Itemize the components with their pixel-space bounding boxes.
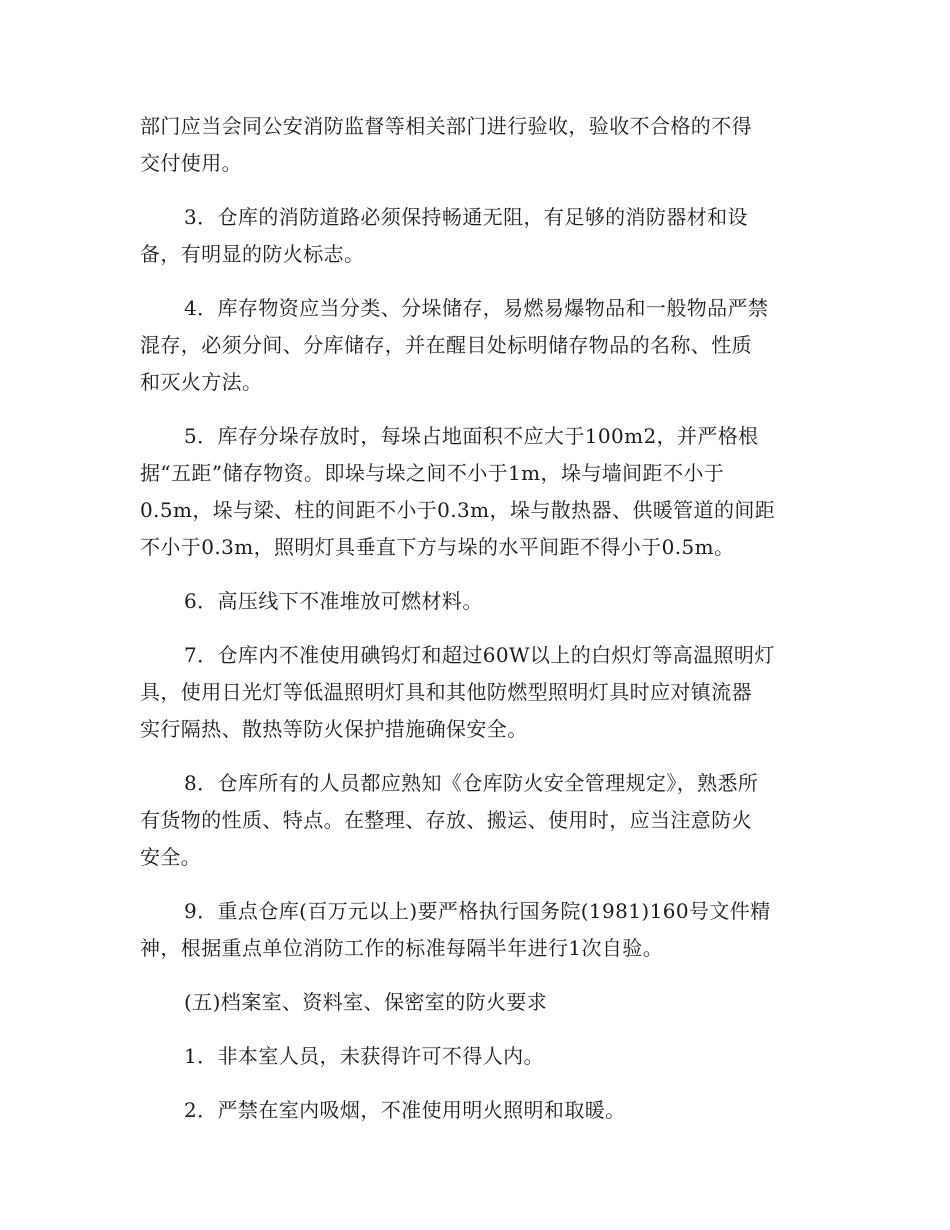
paragraph-item-4 — [140, 290, 810, 401]
text-line: 部门应当会同公安消防监督等相关部门进行验收，验收不合格的不得 — [140, 114, 752, 138]
paragraph-item-9 — [140, 893, 810, 967]
paragraph-item-7 — [140, 637, 810, 748]
text-line: 9．重点仓库(百万元以上)要严格执行国务院(1981)160号文件精 — [184, 899, 771, 923]
text-line: 4．库存物资应当分类、分垛储存，易燃易爆物品和一般物品严禁 — [184, 296, 769, 320]
paragraph-item-6 — [140, 583, 810, 620]
paragraph-sub-1 — [140, 1038, 810, 1075]
text-line: 有货物的性质、特点。在整理、存放、搬运、使用时，应当注意防火 — [140, 808, 752, 832]
text-line: 3．仓库的消防道路必须保持畅通无阻，有足够的消防器材和设 — [184, 205, 748, 229]
text-line: 5．库存分垛存放时，每垛占地面积不应大于100m2，并严格根 — [184, 424, 759, 448]
section-heading-archives — [140, 984, 810, 1021]
text-line: 备，有明显的防火标志。 — [140, 242, 365, 266]
paragraph-item-8 — [140, 765, 810, 876]
text-line: 交付使用。 — [140, 151, 242, 175]
text-line: 8．仓库所有的人员都应熟知《仓库防火安全管理规定》，熟悉所 — [184, 771, 759, 795]
text-line: (五)档案室、资料室、保密室的防火要求 — [184, 990, 548, 1014]
text-line: 6．高压线下不准堆放可燃材料。 — [184, 589, 483, 613]
paragraph-continuation — [140, 108, 810, 182]
paragraph-item-5 — [140, 418, 810, 566]
paragraph-item-3 — [140, 199, 810, 273]
text-line: 和灭火方法。 — [140, 370, 263, 394]
text-line: 1．非本室人员，未获得许可不得人内。 — [184, 1044, 544, 1068]
text-line: 据“五距”储存物资。即垛与垛之间不小于1m，垛与墙间距不小于 — [140, 461, 725, 485]
text-line: 不小于0.3m，照明灯具垂直下方与垛的水平间距不得小于0.5m。 — [140, 535, 735, 559]
paragraph-sub-2 — [140, 1092, 810, 1129]
text-line: 具，使用日光灯等低温照明灯具和其他防燃型照明灯具时应对镇流器 — [140, 680, 752, 704]
text-line: 2．严禁在室内吸烟，不准使用明火照明和取暖。 — [184, 1098, 626, 1122]
text-line: 混存，必须分间、分库储存，并在醒目处标明储存物品的名称、性质 — [140, 333, 752, 357]
text-line: 神，根据重点单位消防工作的标准每隔半年进行1次自验。 — [140, 936, 664, 960]
text-line: 0.5m，垛与梁、柱的间距不小于0.3m，垛与散热器、供暖管道的间距 — [140, 498, 776, 522]
text-line: 7．仓库内不准使用碘钨灯和超过60W以上的白炽灯等高温照明灯 — [184, 643, 775, 667]
text-line: 安全。 — [140, 845, 202, 869]
text-line: 实行隔热、散热等防火保护措施确保安全。 — [140, 717, 528, 741]
document-body — [140, 108, 810, 1146]
